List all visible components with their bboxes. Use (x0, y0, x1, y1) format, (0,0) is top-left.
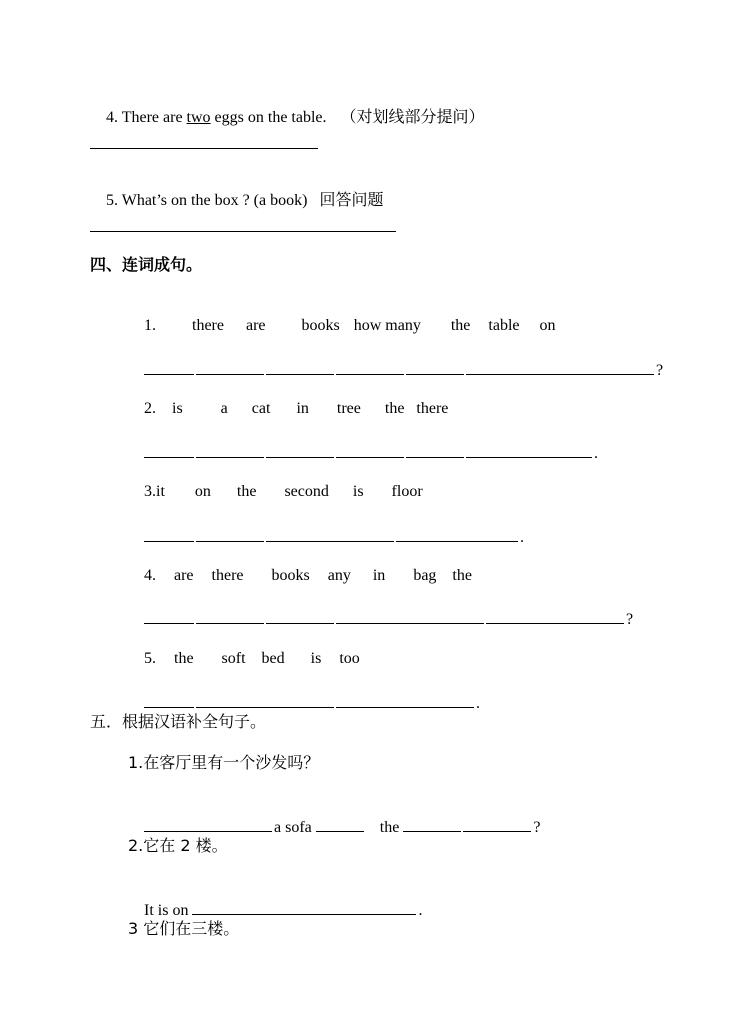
word: books (271, 567, 310, 584)
s4-item-2-num: 2. (144, 400, 156, 417)
word: books (301, 317, 340, 334)
s4-item-1-num: 1. (144, 317, 156, 334)
word: tree (336, 400, 361, 417)
s4-item-3-end: . (520, 529, 524, 546)
word: are (245, 317, 266, 334)
word: is (172, 400, 183, 417)
q4-suffix: eggs on the table. (210, 109, 327, 126)
word: the (384, 400, 405, 417)
word: bed (261, 650, 285, 667)
section4-heading: 四、连词成句。 (90, 255, 203, 274)
s4-item-4-num: 4. (144, 567, 156, 584)
q5-prefix: 5. What’s on the box ? (a book) (106, 192, 308, 209)
s5-item-1-mid2: the (379, 819, 400, 836)
word: there (416, 400, 449, 417)
word: it (156, 483, 165, 500)
word: the (174, 650, 194, 667)
q5-instruction: 回答问题 (319, 192, 384, 209)
question-5 (90, 171, 383, 231)
word: too (339, 650, 360, 667)
word: table (488, 317, 520, 334)
word: cat (251, 400, 271, 417)
word: on (194, 483, 211, 500)
q4-answer-line[interactable] (90, 148, 318, 149)
s4-item-1-end: ? (656, 362, 664, 379)
word: a (220, 400, 228, 417)
question-4 (90, 88, 485, 148)
word: soft (221, 650, 246, 667)
s5-item-1-mid1: a sofa (274, 819, 312, 836)
s5-item-3-prompt: 3 它们在三楼。 (128, 919, 240, 938)
word: are (174, 567, 194, 584)
section5-heading: 五．根据汉语补全句子。 (90, 712, 267, 731)
word: there (192, 317, 224, 334)
word: second (284, 483, 329, 500)
q4-underlined: two (186, 109, 211, 126)
q5-answer-line[interactable] (90, 231, 396, 232)
s4-item-5-end: . (476, 695, 480, 712)
word: the (450, 317, 471, 334)
word: is (310, 650, 322, 667)
s5-item-2-prefix: It is on (144, 902, 189, 919)
s4-item-5-num: 5. (144, 650, 156, 667)
q4-instruction: （对划线部分提问） (340, 109, 485, 126)
word: bag (413, 567, 437, 584)
word: is (352, 483, 364, 500)
word: how many (353, 317, 421, 334)
s4-item-4-end: ? (626, 611, 634, 628)
word: any (327, 567, 351, 584)
s4-item-2-end: . (594, 445, 598, 462)
s5-item-1-end: ? (533, 819, 541, 836)
word: floor (391, 483, 423, 500)
word: the (452, 567, 472, 584)
word: on (539, 317, 556, 334)
s5-item-2-prompt: 2.它在 2 楼。 (128, 836, 228, 855)
s5-item-1-prompt: 1.在客厅里有一个沙发吗？ (128, 753, 320, 772)
word: the (236, 483, 257, 500)
word: in (296, 400, 309, 417)
s4-item-3-num: 3. (144, 483, 156, 500)
q4-prefix: 4. There are (106, 109, 187, 126)
word: there (211, 567, 244, 584)
word: in (372, 567, 386, 584)
s5-item-2-end: . (418, 902, 423, 919)
